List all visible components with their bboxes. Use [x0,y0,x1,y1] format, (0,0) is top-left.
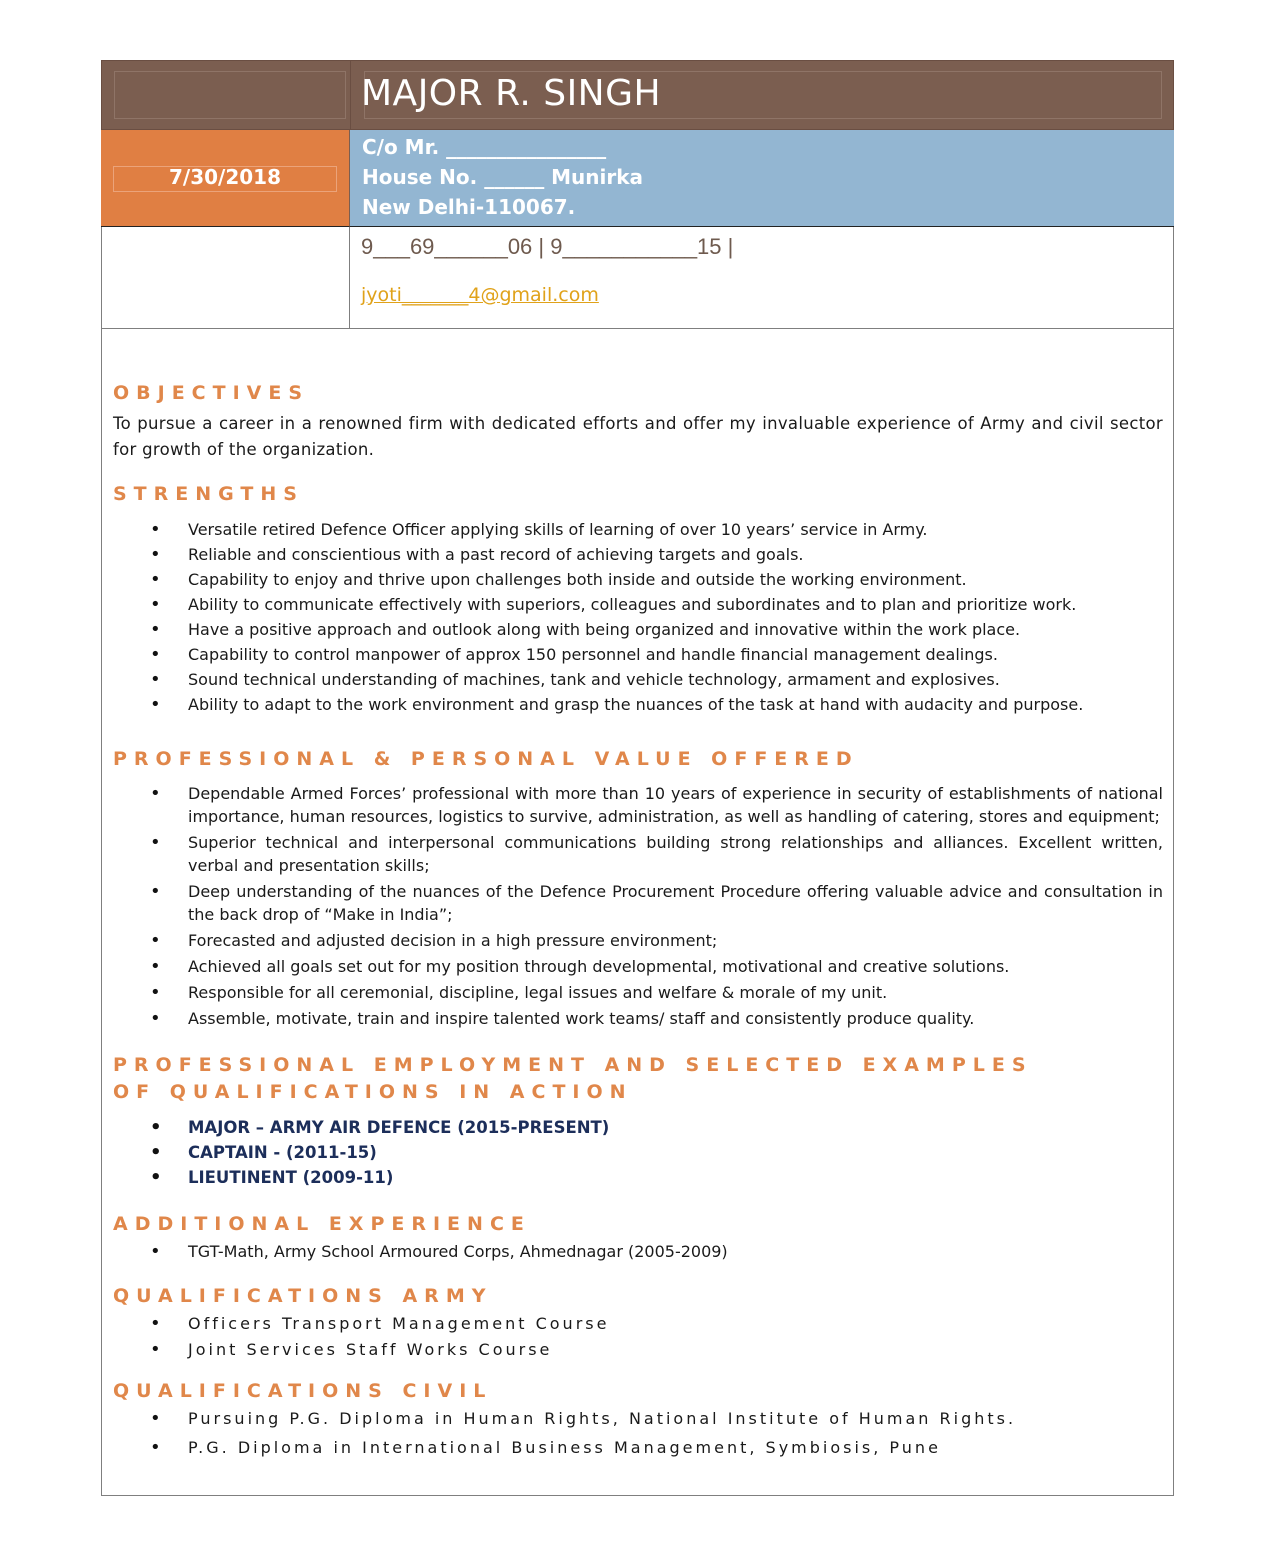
employment-title: PROFESSIONAL EMPLOYMENT AND SELECTED EXAMPLES OF QUALIFICATIONS IN ACTION [113,1054,1033,1103]
address-line-3: New Delhi-110067. [362,195,576,219]
additional-list [113,1240,1163,1263]
qual-civil-list [113,1407,1163,1459]
list-item: • CAPTAIN - (2011-15) [113,1141,1163,1164]
list-item: • Officers Transport Management Course [113,1312,1163,1335]
date-cell [101,130,349,227]
address-row [101,130,1174,227]
candidate-name: MAJOR R. SINGH [361,73,662,114]
list-item: • Superior technical and interpersonal communications building strong relationships and alliances. Excellent written, verbal and presentation skills; [113,831,1163,877]
address-cell [349,130,1174,227]
list-item: • Sound technical understanding of machines, tank and vehicle technology, armament and explosives. [113,668,1163,691]
list-item: • TGT-Math, Army School Armoured Corps, Ahmednagar (2005-2009) [113,1240,1163,1263]
list-item: • Deep understanding of the nuances of the Defence Procurement Procedure offering valuable advice and consultation in the back drop of “Make in India”; [113,880,1163,926]
list-item: • Responsible for all ceremonial, discipline, legal issues and welfare & morale of my unit. [113,981,1163,1004]
list-item: • Capability to control manpower of approx 150 personnel and handle financial management dealings. [113,643,1163,666]
list-item: • Joint Services Staff Works Course [113,1338,1163,1361]
list-item: • Have a positive approach and outlook along with being organized and innovative within the work place. [113,618,1163,641]
name-header-row [101,60,1174,130]
list-item: • Versatile retired Defence Officer applying skills of learning of over 10 years’ service in Army. [113,518,1163,541]
objectives-text: To pursue a career in a renowned firm with dedicated efforts and offer my invaluable experience of Army and civil sector for growth of the organization. [113,414,1163,459]
phone-numbers: 9___69______06 | 9___________15 | [361,234,734,259]
employment-list [113,1116,1163,1189]
list-item: • Forecasted and adjusted decision in a high pressure environment; [113,929,1163,952]
value-list [113,782,1163,1030]
list-item: • LIEUTINENT (2009-11) [113,1166,1163,1189]
resume-body [113,380,1163,1462]
qual-army-list [113,1312,1163,1361]
qual-civil-title: QUALIFICATIONS CIVIL [113,1380,493,1402]
qual-army-title: QUALIFICATIONS ARMY [113,1285,493,1307]
list-item: • Dependable Armed Forces’ professional with more than 10 years of experience in security of establishments of national importance, human resources, logistics to survive, administration, as well as handling of catering, stores and equipment; [113,782,1163,828]
list-item: • Capability to enjoy and thrive upon challenges both inside and outside the working environment. [113,568,1163,591]
contact-divider [349,227,350,329]
contact-row [101,227,1174,329]
strengths-title: STRENGTHS [113,483,304,505]
strengths-list [113,518,1163,716]
list-item: • Ability to communicate effectively with superiors, colleagues and subordinates and to plan and prioritize work. [113,593,1163,616]
list-item: • Reliable and conscientious with a past record of achieving targets and goals. [113,543,1163,566]
additional-title: ADDITIONAL EXPERIENCE [113,1213,531,1235]
list-item: • Ability to adapt to the work environment and grasp the nuances of the task at hand with audacity and purpose. [113,693,1163,716]
address-line-1: C/o Mr. ________________ [362,135,607,159]
resume-date: 7/30/2018 [168,165,282,189]
value-title: PROFESSIONAL & PERSONAL VALUE OFFERED [113,748,859,770]
objectives-title: OBJECTIVES [113,382,310,404]
email-link[interactable]: jyoti_______4@gmail.com [361,284,599,306]
address-line-2: House No. ______ Munirka [362,165,644,189]
list-item: • MAJOR – ARMY AIR DEFENCE (2015-PRESENT) [113,1116,1163,1139]
list-item: • Achieved all goals set out for my position through developmental, motivational and creative solutions. [113,955,1163,978]
list-item: • Pursuing P.G. Diploma in Human Rights, National Institute of Human Rights. [113,1407,1163,1430]
header-divider [350,61,351,131]
name-left-decor-box [114,71,346,119]
list-item: • P.G. Diploma in International Business Management, Symbiosis, Pune [113,1436,1163,1459]
list-item: • Assemble, motivate, train and inspire talented work teams/ staff and consistently produce quality. [113,1007,1163,1030]
